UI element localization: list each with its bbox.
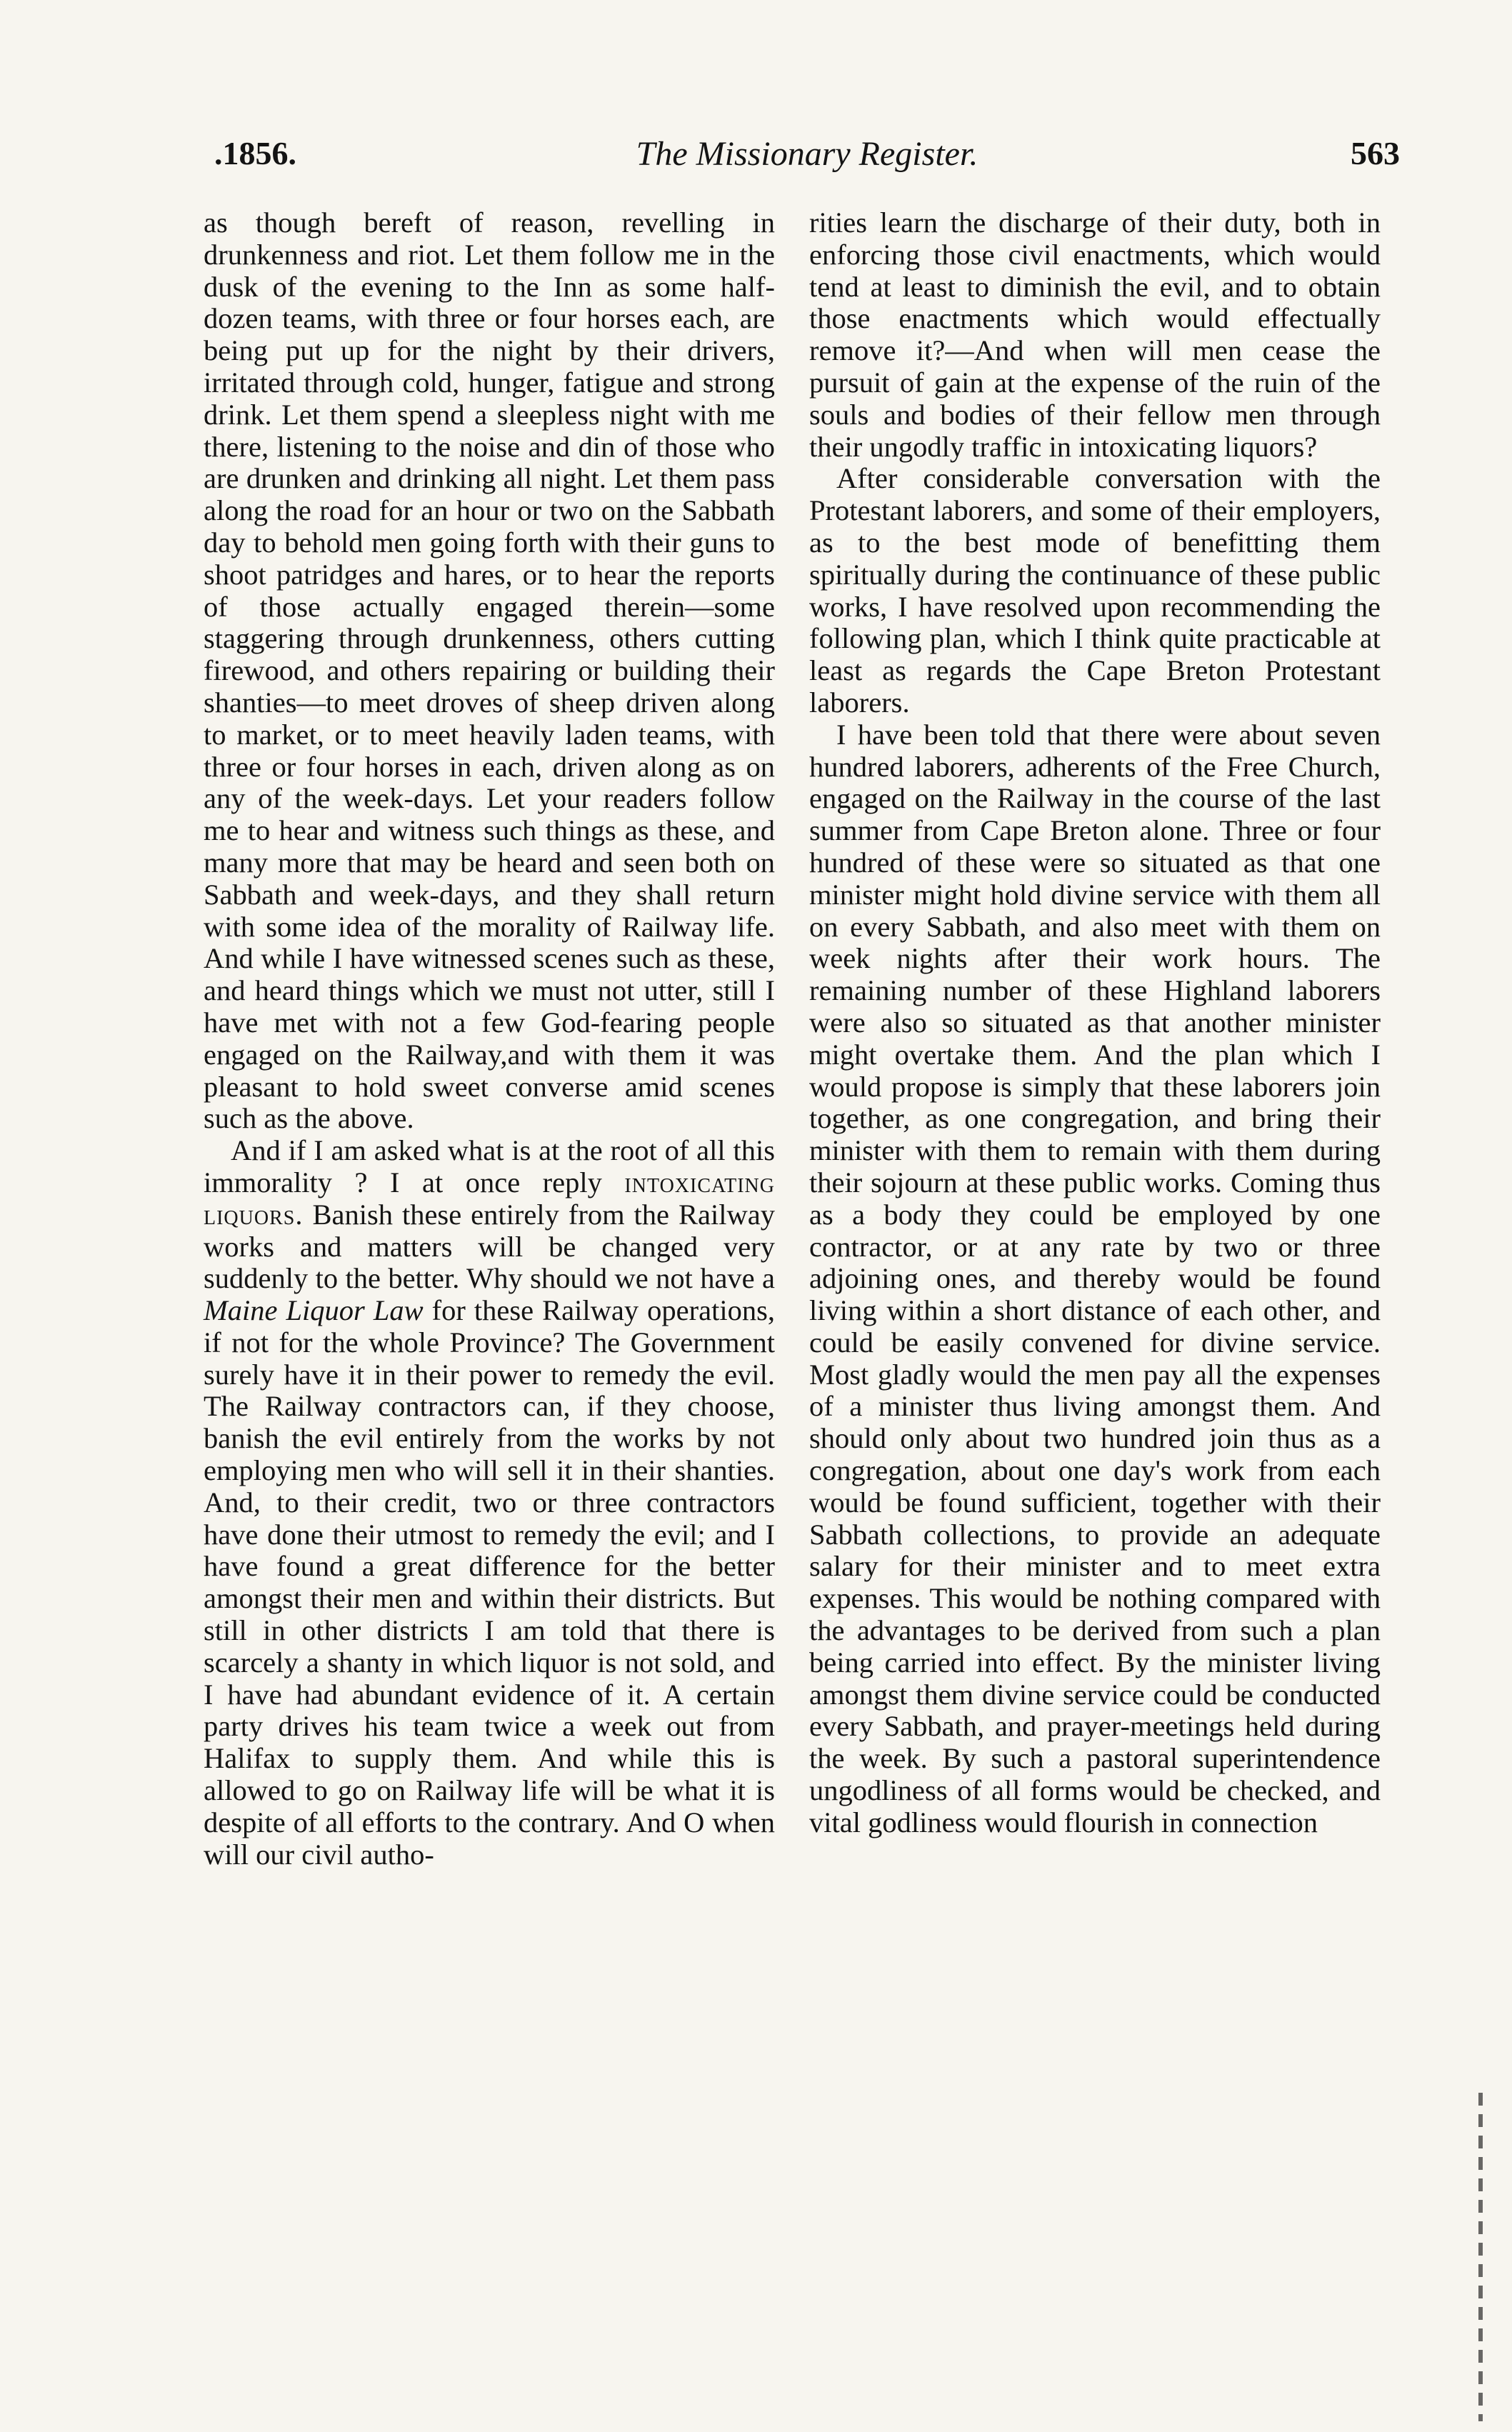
right-paragraph-3: I have been told that there were about seven hundred laborers, adherents of the Free Church, engaged on the Railway in the course of the last summer from Cape Breton alone. Three or four hundred of these were so situated as that one minister might hold divine service with them all on every Sabbath, and also meet with them on week nights after their work hours. The remaining number of these Highland laborers were also so situated as that another minister might overtake them. And the plan which I would propose is simply that these laborers join together, as one congregation, and bring their minister with them to remain with them during their sojourn at these public works. Coming thus as a body they could be employed by one contractor, or at any rate by two or three adjoining ones, and thereby would be found living within a short distance of each other, and could be easily convened for divine service. Most gladly would the men pay all the expenses of a minister thus living amongst them. And should only about two hundred join thus as a congregation, about one day's work from each would be found sufficient, together with their Sabbath collections, to provide an adequate salary for their minister and to meet extra expenses. This would be nothing compared with the advantages to be derived from such a plan being carried into effect. By the minister living amongst them divine service could be conducted every Sabbath, and prayer-meetings held during the week. By such a pastoral superintendence ungodliness of all forms would be checked, and vital godliness would flourish in connection	[809, 718, 1381, 1838]
intoxicating-liquors-smallcaps: intoxicating liquors.	[204, 1166, 775, 1231]
scan-edge-mark	[1478, 2093, 1483, 2421]
left-paragraph-2-part-1: And if I am asked what is at the root of all this immorality ? I at once reply	[204, 1134, 775, 1199]
left-paragraph-2-part-3: for these Railway operations, if not for the whole Province? The Government surely have it in their power to remedy the evil. The Railway contractors can, if they choose, banish the evil entirely from the works by not employing men who will sell it in their shanties. And, to their credit, two or three contractors have done their utmost to remedy the evil; and I have found a great difference for the better amongst their men and within their districts. But still in other districts I am told that there is scarcely a shanty in which liquor is not sold, and I have had abundant evidence of it. A certain party drives his team twice a week out from Halifax to supply them. And while this is allowed to go on Railway life will be what it is despite of all efforts to the contrary. And O when will our civil autho-	[204, 1294, 776, 1871]
page-number: 563	[1351, 135, 1400, 171]
maine-liquor-law-italic: Maine Liquor Law	[204, 1294, 424, 1327]
right-paragraph-2: After considerable conversation with the Protestant laborers, and some of their employers, as to the best mode of benefitting them spiritually during the continuance of these public works, I have resolved upon recommending the following plan, which I think quite practicable at least as regards the Cape Breton Protestant laborers.	[809, 462, 1381, 719]
left-paragraph-1: as though bereft of reason, revelling in drunkenness and riot. Let them follow me in the dusk of the evening to the Inn as some half-dozen teams, with three or four horses each, are being put up for the night by their drivers, irritated through cold, hunger, fatigue and strong drink. Let them spend a sleepless night with me there, listening to the noise and din of those who are drunken and drinking all night. Let them pass along the road for an hour or two on the Sabbath day to behold men going forth with their guns to shoot patridges and hares, or to hear the reports of those actually engaged therein—some staggering through drunkenness, others cutting firewood, and others repairing or building their shanties—to meet droves of sheep driven along to market, or to meet heavily laden teams, with three or four horses in each, driven along as on any of the week-days. Let your readers follow me to hear and witness such things as these, and many more that may be heard and seen both on Sabbath and week-days, and they shall return with some idea of the morality of Railway life. And while I have witnessed scenes such as these, and heard things which we must not utter, still I have met with not a few God-fearing people engaged on the Railway,and with them it was pleasant to hold sweet converse amid scenes such as the above.	[204, 206, 775, 1135]
right-column	[809, 207, 1381, 1839]
left-paragraph-2-part-2: Banish these entirely from the Railway works and matters will be changed very suddenly to the better. Why should we not have a	[204, 1198, 775, 1295]
left-paragraph-2	[204, 1135, 775, 1871]
right-paragraph-1: rities learn the discharge of their duty, both in enforcing those civil enactments, which would tend at least to diminish the evil, and to obtain those enactments which would effectually remove it?—And when will men cease the pursuit of gain at the expense of the ruin of the souls and bodies of their fellow men through their ungodly traffic in intoxicating liquors?	[809, 206, 1381, 463]
journal-title: The Missionary Register.	[636, 135, 978, 173]
left-column	[204, 207, 775, 1871]
header-year: .1856.	[214, 135, 296, 171]
running-header	[214, 134, 1400, 184]
